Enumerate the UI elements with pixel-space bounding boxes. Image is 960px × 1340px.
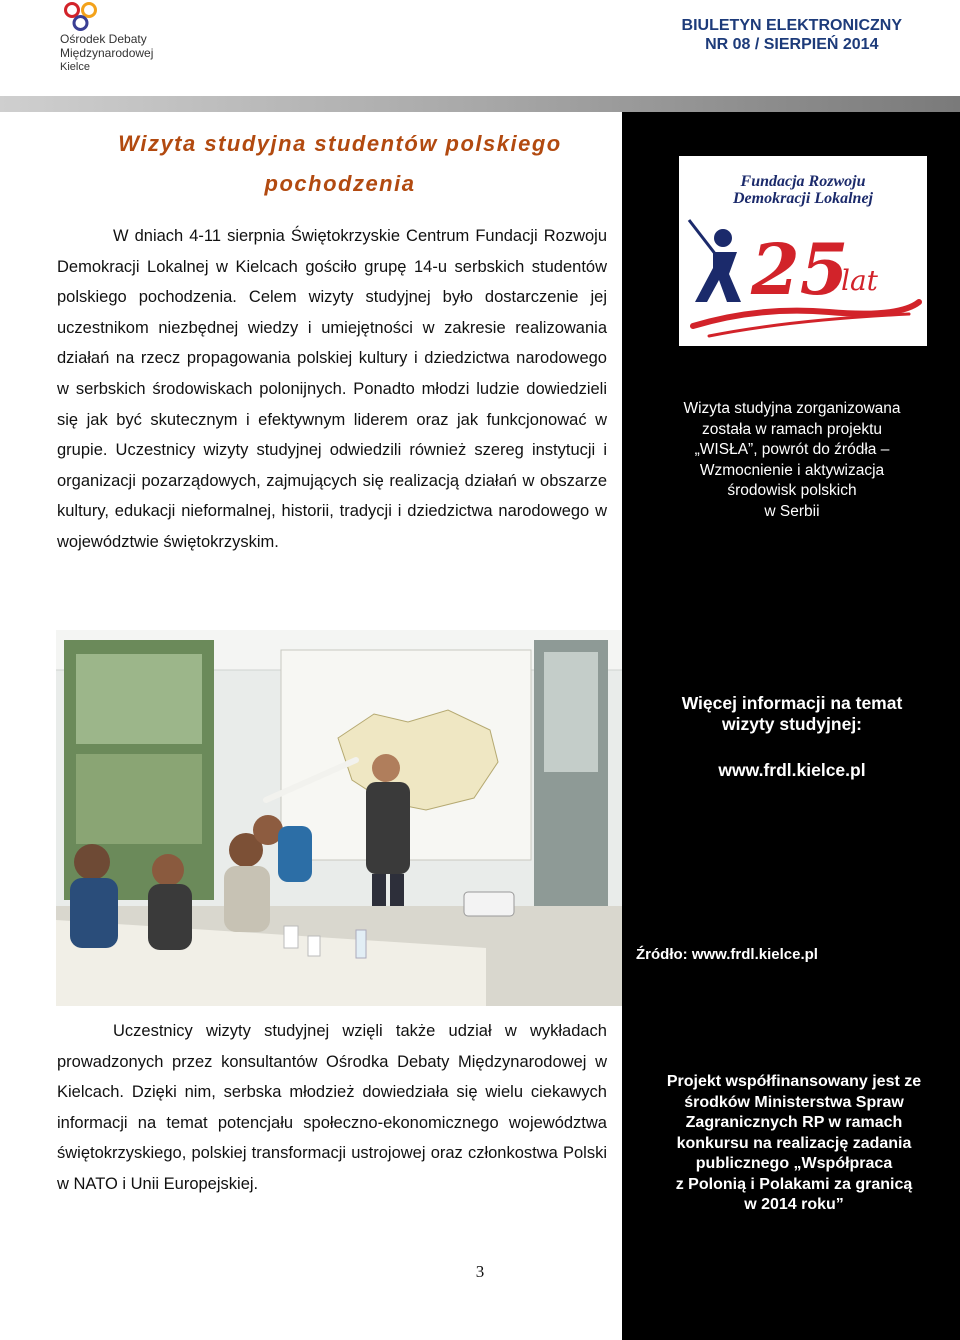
article-title-line-2: pochodzenia (264, 171, 416, 196)
frdl-logo-text-1: Fundacja Rozwoju (740, 173, 866, 190)
frdl-logo (679, 156, 927, 346)
header-band (0, 96, 960, 112)
sidebar-url-link[interactable]: www.frdl.kielce.pl (718, 760, 866, 780)
bulletin-issue: NR 08 / SIERPIEŃ 2014 (705, 36, 879, 53)
logo-org-name-2: Międzynarodowej (60, 46, 154, 60)
project-line-5: środowisk polskich (727, 482, 857, 499)
frdl-logo-text-2: Demokracji Lokalnej (733, 190, 873, 207)
funding-line-4: konkursu na realizację zadania (676, 1134, 912, 1152)
funding-line-5: publicznego „Współpraca (695, 1155, 893, 1172)
article-title-line-1: Wizyta studyjna studentów polskiego (118, 131, 562, 156)
article-title (60, 124, 620, 204)
photo-source-caption: Źródło: www.frdl.kielce.pl (636, 946, 818, 963)
bulletin-header (682, 16, 902, 54)
odm-logo (60, 2, 180, 92)
project-line-6: w Serbii (764, 502, 820, 520)
project-line-2: została w ramach projektu (701, 420, 883, 438)
frdl-logo-word: lat (841, 264, 878, 297)
sidebar-more-info (636, 693, 948, 735)
logo-org-city: Kielce (60, 61, 90, 73)
sidebar-funding-info (640, 1072, 948, 1216)
bulletin-title: BIULETYN ELEKTRONICZNY (681, 17, 902, 34)
presentation-photo-illustration (56, 630, 622, 1006)
page-number: 3 (475, 1262, 485, 1281)
more-info-line-1: Więcej informacji na temat (681, 693, 903, 713)
more-info-line-2: wizyty studyjnej: (721, 714, 863, 734)
funding-line-2: środków Ministerstwa Spraw (684, 1093, 904, 1111)
funding-line-7: w 2014 roku” (744, 1196, 844, 1213)
sidebar-project-info (636, 399, 948, 522)
frdl-logo-number: 25 (751, 228, 849, 311)
funding-line-1: Projekt współfinansowany jest ze (666, 1073, 922, 1090)
funding-line-3: Zagranicznych RP w ramach (685, 1114, 903, 1131)
article-paragraph-2: Uczestnicy wizyty studyjnej wzięli także udział w wykładach prowadzonych przez konsultantów Ośrodka Debaty Międzynarodowej w Kielcach. Dzięki nim, serbska młodzież dowiedziała się wielu ciekawych informacji na temat potencjału społeczno-ekonomicznego województwa świętokrzyskiego, polskiej transformacji ustrojowej oraz członkostwa Polski w NATO i Unii Europejskiej. (57, 1022, 607, 1193)
logo-org-name-1: Ośrodek Debaty (60, 32, 147, 46)
project-line-4: Wzmocnienie i aktywizacja (699, 461, 885, 479)
article-paragraph-1: W dniach 4-11 sierpnia Świętokrzyskie Centrum Fundacji Rozwoju Demokracji Lokalnej w Kielcach gościło grupę 14-u serbskich studentów polskiego pochodzenia. Celem wizyty studyjnej było dostarczenie jej uczestnikom niezbędnej wiedzy i umiejętności w zakresie realizowania działań na rzecz propagowania polskiej kultury i dziedzictwa narodowego w serbskich środowiskach polonijnych. Ponadto młodzi ludzie dowiedzieli się jak być skutecznym i efektywnym liderem oraz jak funkcjonować w grupie. Uczestnicy wizyty studyjnej odwiedzili również szereg instytucji i organizacji pozarządowych, zajmujących się realizacją działań w obszarze kultury, edukacji nieformalnej, historii, tradycji i dziedzictwa narodowego w województwie świętokrzyskim. (57, 227, 607, 551)
odm-logo-mark-icon (62, 2, 106, 32)
project-line-1: Wizyta studyjna zorganizowana (683, 400, 901, 417)
article-photo (56, 630, 622, 1006)
project-line-3: „WISŁA”, powrót do źródła – (694, 441, 890, 458)
funding-line-6: z Polonią i Polakami za granicą (675, 1175, 913, 1193)
frdl-25-years-logo-icon (679, 156, 927, 346)
